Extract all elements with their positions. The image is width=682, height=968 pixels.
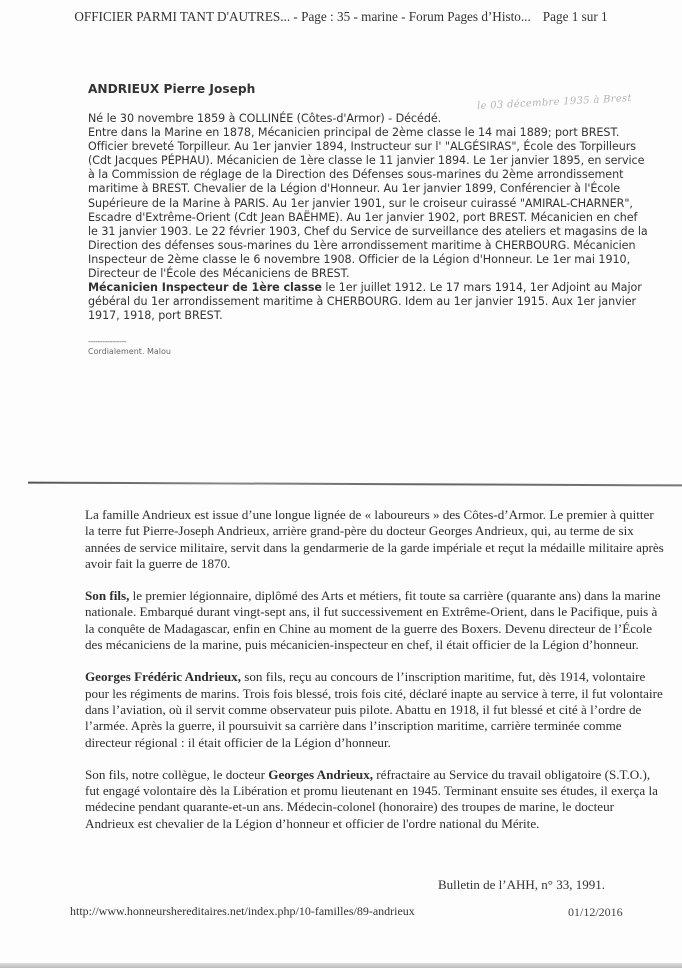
bio-part-1: Entre dans la Marine en 1878, Mécanicien principal de 2ème classe le 14 mai 1889; port BREST. Officier breveté Torpilleur. Au 1er janvier 1894, Instructeur sur l' "ALGÉSIRAS", École des Torpilleurs (Cdt Jacques PÉPHAU). Mécanicien de 1ère classe le 11 janvier 1894. Le 1er janvier 1895, en service à la Commission de réglage de la Direction des Défenses sous-marines du 2ème arrondissement maritime à BREST. Chevalier de la Légion d'Honneur. Au 1er janvier 1899, Conférencier à l'École Supérieure de la Marine à PARIS. Au 1er janvier 1901, sur le croiseur cuirassé "AMIRAL-CHARNER", Escadre d'Extrême-Orient (Cdt Jean BAËHME). Au 1er janvier 1902, port BREST. Mécanicien en chef le 31 janvier 1903. Le 22 février 1903, Chef du Service de surveillance des ateliers et magasins de la Direction des défenses sous-marines du 1ère arrondissement maritime à CHERBOURG. Mécanicien Inspecteur de 2ème classe le 6 novembre 1908. Officier de la Légion d'Honneur. Le 1er mai 1910, Directeur de l'École des Mécaniciens de BREST. — [88, 126, 648, 281]
page-indicator: Page 1 sur 1 — [542, 9, 608, 24]
forum-post — [88, 82, 648, 356]
page-header — [0, 9, 682, 25]
source-citation: Bulletin de l’AHH, n° 33, 1991. — [438, 877, 605, 892]
footer-date: 01/12/2016 — [568, 905, 623, 919]
paragraph-4-pre: Son fils, notre collègue, le docteur — [85, 766, 269, 782]
bio-bold-rank: Mécanicien Inspecteur de 1ère classe — [88, 281, 322, 295]
footer-url[interactable]: http://www.honneurshereditaires.net/index.php/10-familles/89-andrieux — [70, 904, 415, 918]
signature: Cordialement. Malou — [88, 347, 171, 357]
bio-line-1: Né le 30 novembre 1859 à COLLINÉE (Côtes-d'Armor) - Décédé. — [88, 112, 442, 125]
biography — [88, 112, 648, 323]
divider-line — [28, 482, 682, 486]
paragraph-4 — [85, 767, 665, 832]
paragraph-3-text: son fils, reçu au concours de l’inscription maritime, fut, dès 1914, volontaire pour les régiments de marins. Trois fois blessé, trois fois cité, déclaré inapte au service à terre, il fut volontaire dans l’aviation, où il servit comme observateur puis pilote. Abattu en 1918, il fut blessé et cité à l’ordre de l’armée. Après la guerre, il poursuivit sa carrière dans l’inscription maritime, carrière terminée comme directeur régional : il était officier de la Légion d’honneur. — [85, 669, 663, 750]
person-name: ANDRIEUX Pierre Joseph — [88, 82, 256, 96]
paragraph-4-text: réfractaire au Service du travail obligatoire (S.T.O.), fut engagé volontaire dès la Libération et promu lieutenant en 1945. Terminant ensuite ses études, il exerça la médecine pendant quarante-et-un ans. Médecin-colonel (honoraire) des troupes de marine, le docteur Andrieux est chevalier de la Légion d’honneur et officier de l'ordre national du Mérite. — [85, 766, 658, 831]
paragraph-2-text: le premier légionnaire, diplômé des Arts et métiers, fit toute sa carrière (quarante ans) dans la marine nationale. Embarqué durant vingt-sept ans, il fut successivement en Extrême-Orient, dans le Pacifique, puis à la conquête de Madagascar, enfin en Chine au moment de la guerre des Boxers. Devenu directeur de l’École des mécaniciens de la marine, puis mécanicien-inspecteur en chef, il était officier de la Légion d’honneur. — [85, 588, 661, 653]
article-body — [85, 507, 665, 848]
bio-part-2: le 1er juillet 1912. Le 17 mars 1914, 1er Adjoint au Major gébéral du 1er arrondissement maritime à CHERBOURG. Idem au 1er janvier 1915. Aux 1er janvier 1917, 1918, port BREST. — [88, 281, 642, 323]
handwritten-note: le 03 décembre 1935 à Brest — [476, 92, 633, 113]
paragraph-2-lead: Son fils, — [85, 588, 130, 604]
header-title: OFFICIER PARMI TANT D'AUTRES... - Page : 35 - marine - Forum Pages d’Histo... — [74, 9, 531, 24]
scan-edge — [0, 963, 682, 968]
paragraph-3 — [85, 669, 665, 750]
paragraph-2 — [85, 588, 665, 653]
signature-separator: ---------------- — [88, 337, 127, 347]
paragraph-1: La famille Andrieux est issue d’une longue lignée de « laboureurs » des Côtes-d’Armor. Le premier à quitter la terre fut Pierre-Joseph Andrieux, arrière grand-père du docteur Georges Andrieux, qui, au terme de six années de service militaire, servit dans la gendarmerie de la garde impériale et reçut la médaille militaire après avoir fait la guerre de 1870. — [85, 507, 664, 571]
paragraph-4-name: Georges Andrieux, — [268, 766, 374, 782]
paragraph-3-lead: Georges Frédéric Andrieux, — [85, 669, 241, 685]
